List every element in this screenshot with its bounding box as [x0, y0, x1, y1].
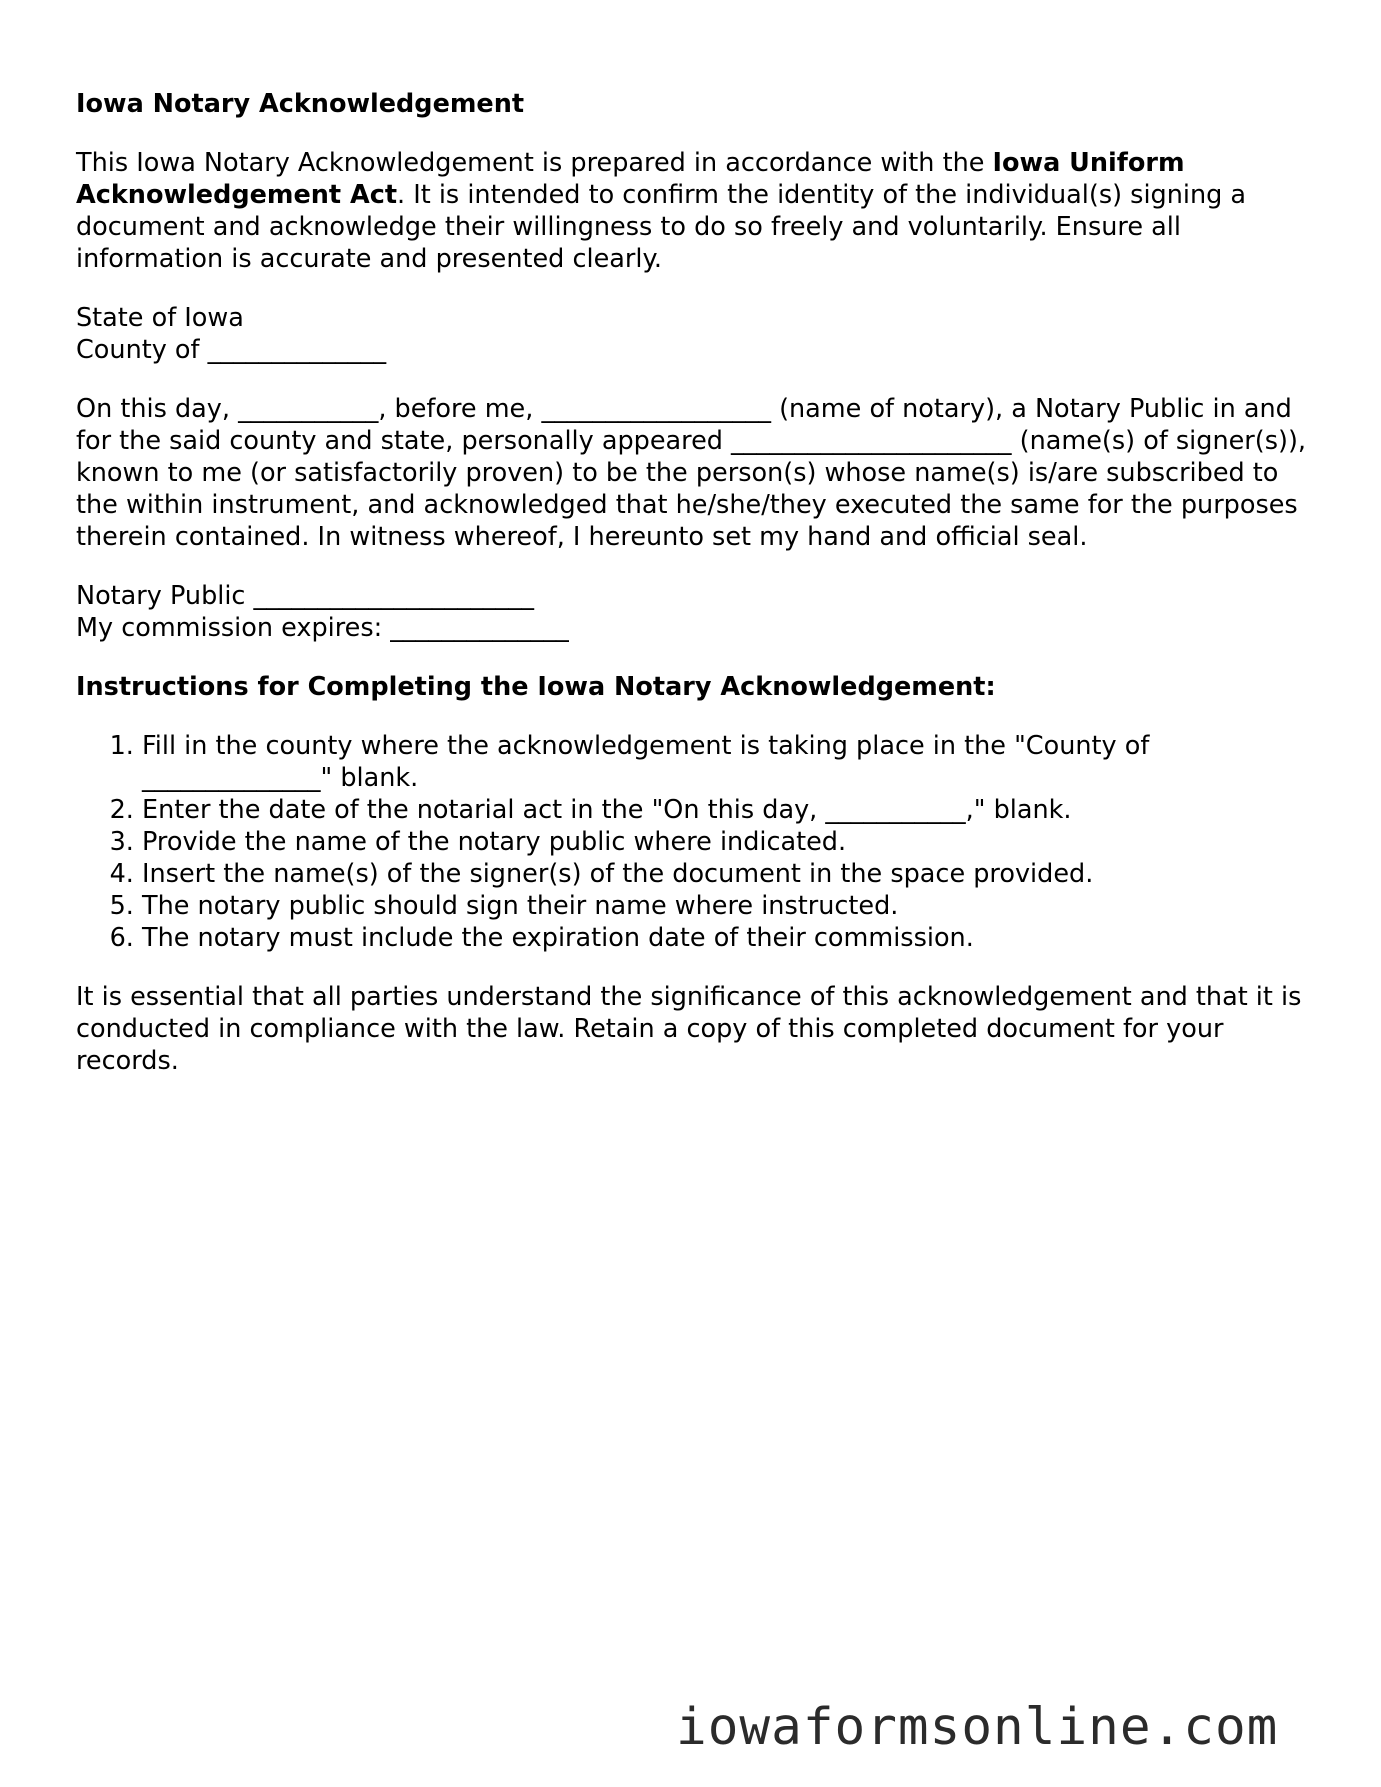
instruction-item: 3. Provide the name of the notary public where indicated.	[142, 826, 1316, 858]
instruction-item: 1. Fill in the county where the acknowledgement is taking place in the "County of ______________" blank.	[142, 730, 1316, 794]
signature-block	[76, 580, 1316, 644]
instructions-heading: Instructions for Completing the Iowa Notary Acknowledgement:	[76, 672, 996, 702]
closing-paragraph: It is essential that all parties understand the significance of this acknowledgement and that it is conducted in compliance with the law. Retain a copy of this completed document for your records.	[76, 982, 1302, 1076]
site-watermark: iowaformsonline.com	[676, 1698, 1279, 1757]
document-title: Iowa Notary Acknowledgement	[76, 89, 525, 119]
intro-text-end: . It is intended to confirm the identity of the individual(s) signing a document and acknowledge their willingness to do so freely and voluntarily. Ensure all information is accurate and presented clearly.	[76, 180, 1247, 274]
commission-expires-line: My commission expires: ______________	[76, 613, 569, 643]
intro-paragraph	[76, 147, 1316, 275]
county-line: County of ______________	[76, 335, 387, 365]
acknowledgement-body: On this day, ___________, before me, __________________ (name of notary), a Notary Public in and for the said county and state, personally appeared ______________________ (name(s) of signer(s)), known to me (or satisfactorily proven) to be the person(s) whose name(s) is/are subscribed to the within instrument, and acknowledged that he/she/they executed the same for the purposes therein contained. In witness whereof, I hereunto set my hand and official seal.	[76, 394, 1307, 552]
act-name: Iowa Uniform Acknowledgement Act	[76, 148, 1185, 210]
instruction-item: 6. The notary must include the expiration date of their commission.	[142, 922, 1316, 954]
instructions-list	[76, 730, 1316, 954]
venue-block	[76, 302, 1316, 366]
state-line: State of Iowa	[76, 303, 244, 333]
document-page	[76, 88, 1316, 1104]
instruction-item: 2. Enter the date of the notarial act in the "On this day, ___________," blank.	[142, 794, 1316, 826]
instruction-item: 4. Insert the name(s) of the signer(s) of the document in the space provided.	[142, 858, 1316, 890]
instruction-item: 5. The notary public should sign their name where instructed.	[142, 890, 1316, 922]
intro-text-start: This Iowa Notary Acknowledgement is prepared in accordance with the	[76, 148, 993, 178]
notary-public-line: Notary Public ______________________	[76, 581, 535, 611]
